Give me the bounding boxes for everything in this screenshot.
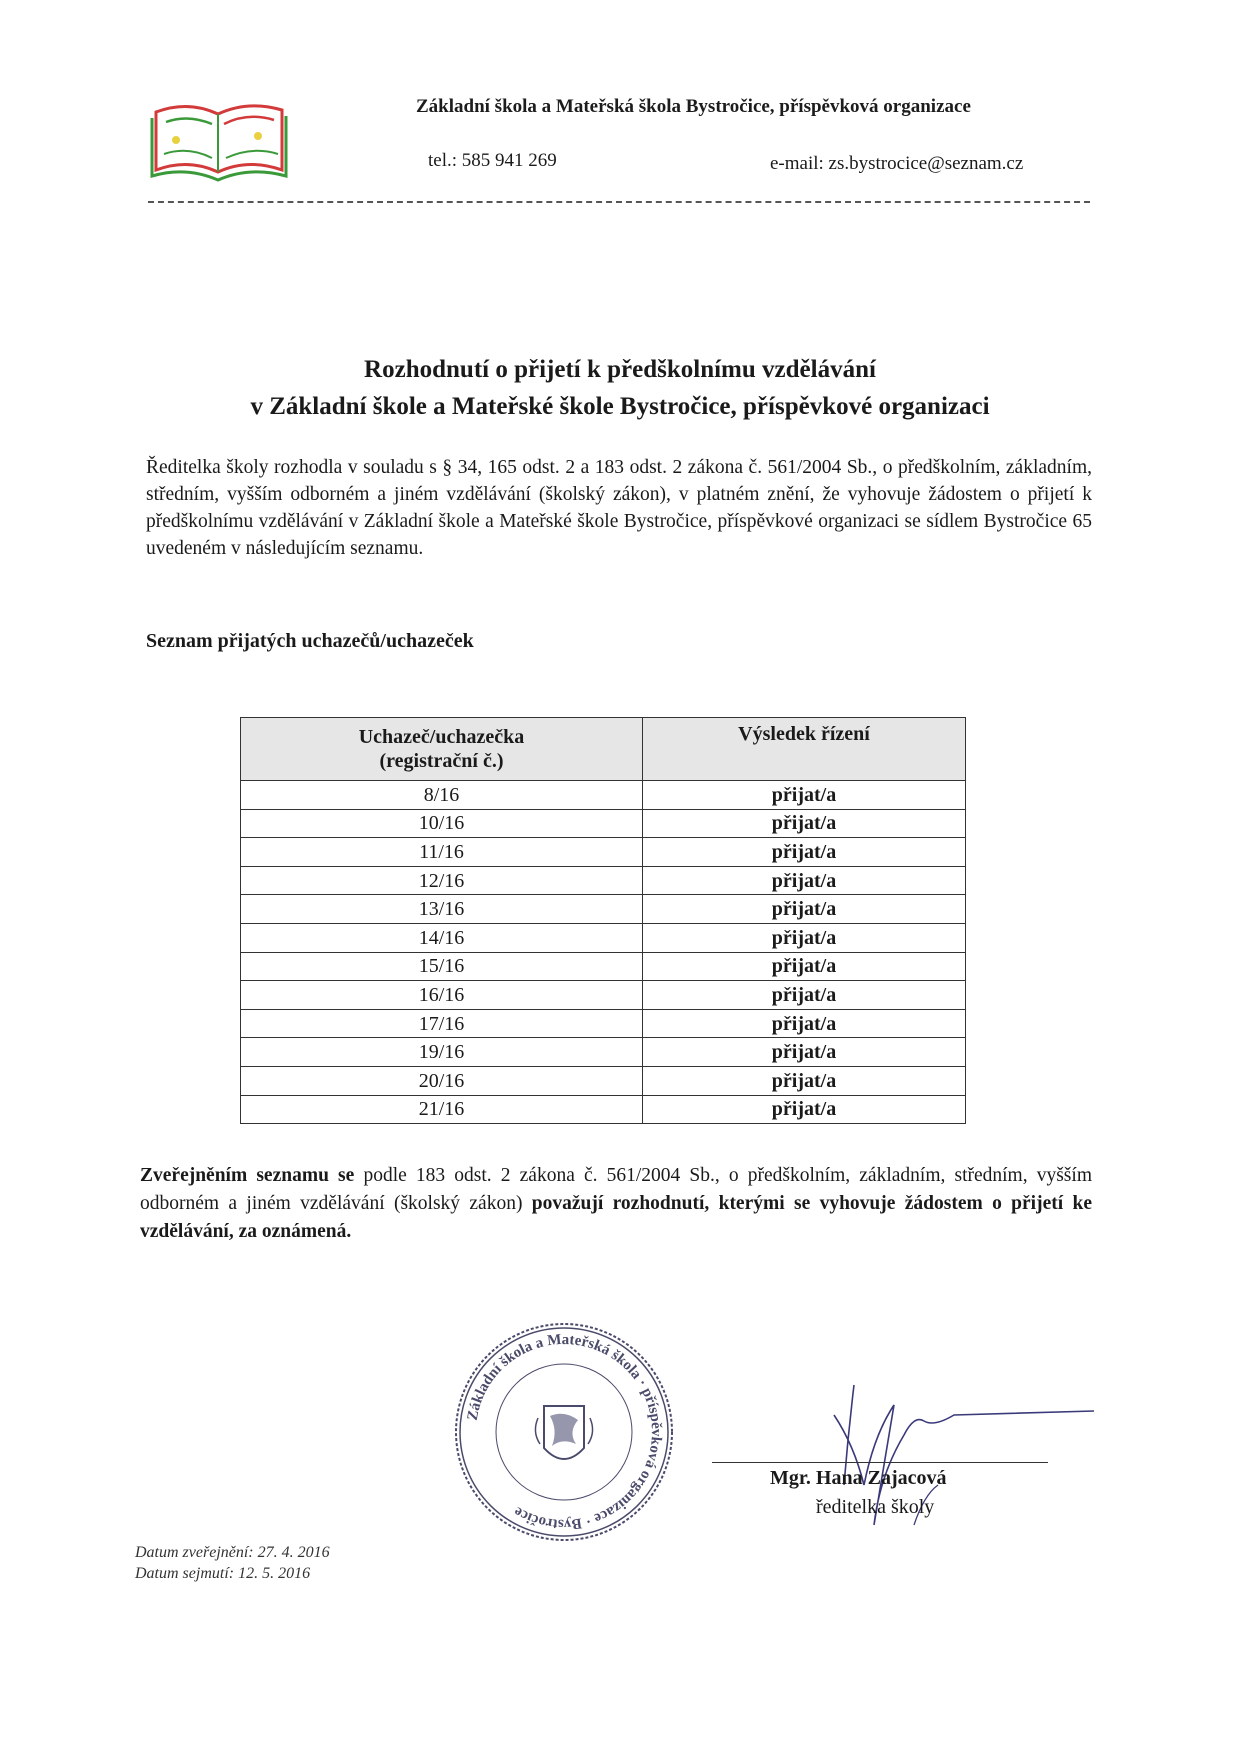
table-row — [241, 1066, 966, 1095]
date-published: Datum zveřejnění: 27. 4. 2016 — [135, 1544, 330, 1561]
column-header-applicant-line1: Uchazeč/uchazečka — [358, 726, 525, 748]
table-row — [241, 923, 966, 952]
school-stamp — [452, 1320, 676, 1544]
table-row — [241, 838, 966, 867]
table-row — [241, 952, 966, 981]
header-divider — [148, 201, 1090, 203]
result-cell: přijat/a — [643, 895, 966, 924]
table-row — [241, 895, 966, 924]
applicant-id: 19/16 — [241, 1038, 643, 1067]
applicant-id: 20/16 — [241, 1066, 643, 1095]
signatory-name: Mgr. Hana Zajacová — [770, 1467, 947, 1489]
signatory-role: ředitelka školy — [816, 1496, 935, 1518]
result-cell: přijat/a — [643, 1038, 966, 1067]
result-cell: přijat/a — [643, 952, 966, 981]
applicants-table — [240, 717, 966, 1124]
table-row — [241, 1038, 966, 1067]
applicant-id: 8/16 — [241, 781, 643, 810]
table-row — [241, 809, 966, 838]
closing-text — [140, 1162, 1092, 1246]
table-row — [241, 781, 966, 810]
decision-text: Ředitelka školy rozhodla v souladu s § 34, 165 odst. 2 a 183 odst. 2 zákona č. 561/2004 Sb., o předškolním, základním, středním, vyšším odborném a jiném vzdělávání (školský zákon), v platném znění, že vyhovuje žádostem o přijetí k předškolnímu vzdělávání v Základní škole a Mateřské škole Bystročice, příspěvkové organizaci se sídlem Bystročice 65 uvedeném v následujícím seznamu. — [146, 457, 1092, 559]
applicant-id: 15/16 — [241, 952, 643, 981]
applicant-id: 21/16 — [241, 1095, 643, 1124]
applicant-id: 16/16 — [241, 981, 643, 1010]
applicant-id: 12/16 — [241, 866, 643, 895]
result-cell: přijat/a — [643, 923, 966, 952]
column-header-applicant — [241, 718, 643, 781]
closing-plain: podle 183 odst. 2 zákona č. 561/2004 Sb., o předškolním, základním, středním, vyšším odborném a jiném vzdělávání (školský zákon) — [140, 1165, 1092, 1214]
applicant-id: 10/16 — [241, 809, 643, 838]
table-row — [241, 1095, 966, 1124]
open-book-logo-icon — [148, 92, 290, 192]
stamp-text: Základní škola a Mateřská škola · příspěvková organizace · Bystročice — [464, 1331, 665, 1533]
phone-number: tel.: 585 941 269 — [428, 150, 557, 171]
school-name: Základní škola a Mateřská škola Bystročice, příspěvková organizace — [416, 96, 971, 117]
result-cell: přijat/a — [643, 781, 966, 810]
column-header-applicant-line2: (registrační č.) — [379, 750, 504, 772]
applicant-id: 13/16 — [241, 895, 643, 924]
result-cell: přijat/a — [643, 866, 966, 895]
document-title-line1: Rozhodnutí o přijetí k předškolnímu vzdělávání — [364, 356, 876, 383]
decision-paragraph — [146, 454, 1092, 562]
date-removed: Datum sejmutí: 12. 5. 2016 — [135, 1565, 311, 1582]
result-cell: přijat/a — [643, 1095, 966, 1124]
column-header-result: Výsledek řízení — [643, 718, 966, 781]
table-row — [241, 866, 966, 895]
table-row — [241, 981, 966, 1010]
closing-paragraph — [140, 1162, 1092, 1246]
result-cell: přijat/a — [643, 838, 966, 867]
applicant-id: 17/16 — [241, 1009, 643, 1038]
document-title-line2: v Základní škole a Mateřské škole Bystročice, příspěvkové organizaci — [250, 393, 990, 420]
handwritten-signature — [814, 1375, 1114, 1545]
result-cell: přijat/a — [643, 809, 966, 838]
result-cell: přijat/a — [643, 981, 966, 1010]
table-row — [241, 1009, 966, 1038]
applicant-id: 14/16 — [241, 923, 643, 952]
table-header-row — [241, 718, 966, 781]
list-heading: Seznam přijatých uchazečů/uchazeček — [146, 630, 474, 652]
result-cell: přijat/a — [643, 1009, 966, 1038]
email-address: e-mail: zs.bystrocice@seznam.cz — [770, 153, 1024, 174]
closing-bold-start: Zveřejněním seznamu se — [140, 1165, 355, 1186]
closing-bold-end: považují rozhodnutí, kterými se vyhovuje žádostem o přijetí ke vzdělávání, za oznámená. — [140, 1193, 1092, 1242]
applicant-id: 11/16 — [241, 838, 643, 867]
signature-line — [712, 1462, 1048, 1463]
result-cell: přijat/a — [643, 1066, 966, 1095]
